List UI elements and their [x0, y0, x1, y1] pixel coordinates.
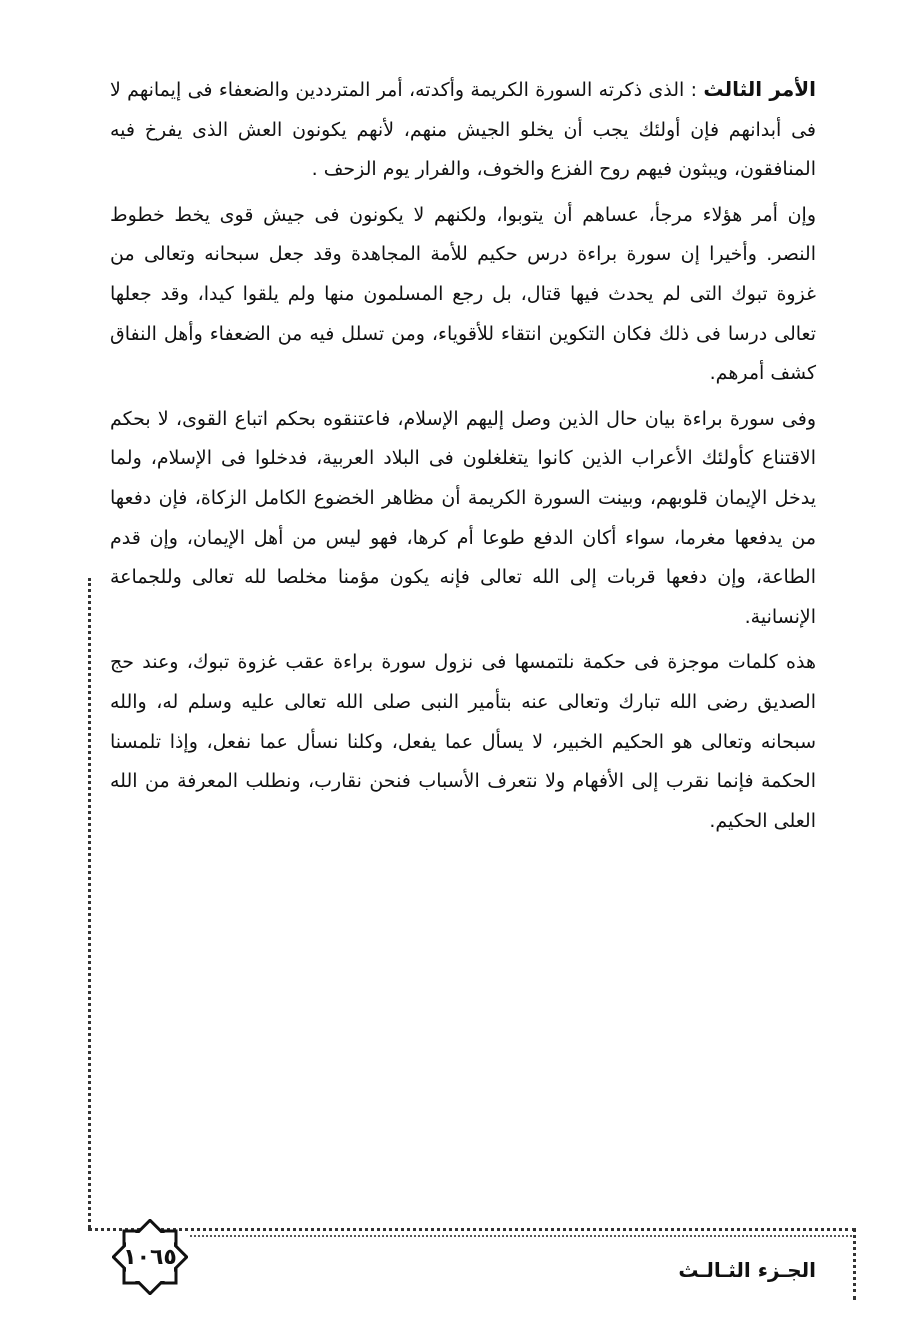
paragraph-4: [110, 643, 816, 841]
paragraph-2: [110, 196, 816, 394]
page-number: ١٠٦٥: [123, 1244, 177, 1270]
frame-border-bottom: [88, 1228, 856, 1231]
section-lead: الأمر الثالث: [703, 77, 816, 101]
paragraph-text: وفى سورة براءة بيان حال الذين وصل إليهم الإسلام، فاعتنقوه بحكم اتباع القوى، لا بحكم الاقتناع كأولئك الأعراب الذين كانوا يتغلغلون فى البلاد العربية، فدخلوا فى الإسلام، ولما يدخل الإيمان قلوبهم، وبينت السورة الكريمة أن مظاهر الخضوع الكامل الزكاة، فإن دفعها من يدفعها مغرما، سواء أكان الدفع طوعا أم كرها، فهو ليس من أهل الإيمان، وإن قدم الطاعة، وإن دفعها قربات إلى الله تعالى فإنه يكون مؤمنا مخلصا لله تعالى وللجماعة الإنسانية.: [110, 407, 816, 628]
paragraph-1: [110, 70, 816, 190]
paragraph-text: هذه كلمات موجزة فى حكمة نلتمسها فى نزول سورة براءة عقب غزوة تبوك، وعند حج الصديق رضى الله تبارك وتعالى عنه بتأمير النبى صلى الله تعالى عليه وسلم له، والله سبحانه وتعالى هو الحكيم الخبير، لا يسأل عما يفعل، وكلنا نسأل عما نفعل، وإذا تلمسنا الحكمة فإنما نقرب إلى الأفهام ولا نتعرف الأسباب فنحن نقارب، ونطلب المعرفة من الله العلى الحكيم.: [110, 651, 816, 832]
frame-border-left: [88, 578, 91, 1228]
paragraph-3: [110, 400, 816, 638]
frame-border-right: [853, 1228, 856, 1300]
paragraph-text: : الذى ذكرته السورة الكريمة وأكدته، أمر المترددين والضعفاء فى إيمانهم لا فى أبدانهم فإن أولئك يجب أن يخلو الجيش منهم، لأنهم يكونون العش الذى يفرخ فيه المنافقون، ويبثون فيهم روح الفزع والخوف، والفرار يوم الزحف .: [110, 79, 816, 181]
paragraph-text: وإن أمر هؤلاء مرجأ، عساهم أن يتوبوا، ولكنهم لا يكونون فى جيش قوى يخط خطوط النصر. وأخيرا إن سورة براءة درس حكيم للأمة المجاهدة وقد جعل سبحانه وتعالى من غزوة تبوك التى لم يحدث فيها قتال، بل رجع المسلمون منها ولم يلقوا كيدا، وقد جعلها تعالى درسا فى ذلك فكان التكوين انتقاء للأقوياء، ومن تسلل فيه من الضعفاء وأهل النفاق كشف أمرهم.: [110, 203, 816, 385]
body-text: [110, 70, 816, 841]
running-head: الجـزء الثـالـث: [678, 1258, 816, 1282]
frame-border-bottom-inner: [190, 1235, 856, 1237]
